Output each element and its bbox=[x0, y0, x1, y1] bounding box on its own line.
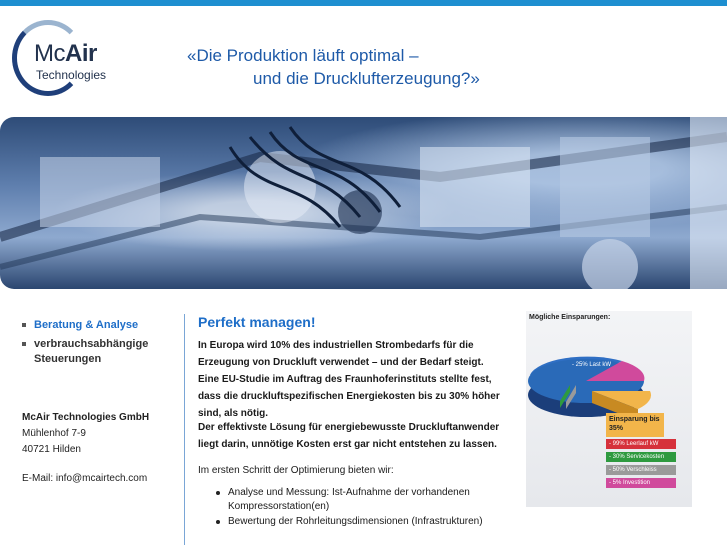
logo[interactable] bbox=[12, 18, 122, 100]
logo-subtitle: Technologies bbox=[36, 68, 107, 82]
column-divider bbox=[184, 314, 185, 545]
bullet-icon bbox=[22, 342, 26, 346]
bullet-icon bbox=[216, 491, 220, 495]
step-paragraph: Im ersten Schritt der Optimierung bieten wir: bbox=[198, 465, 394, 476]
address-street: Mühlenhof 7-9 bbox=[22, 428, 86, 439]
company-name: McAir Technologies GmbH bbox=[22, 412, 150, 423]
savings-chart bbox=[526, 309, 692, 507]
pie-label: - 25% Last kW bbox=[572, 362, 612, 368]
intro-paragraph: In Europa wird 10% des industriellen Strombedarfs für die Erzeugung von Druckluft verwendet – und der Bedarf steigt. Eine EU-Studie im Auftrag des Fraunhoferinstituts stellte fest, dass die druckluftspezifischen Energiekosten bis zu 30% höher sind, als nötig. bbox=[198, 340, 500, 419]
sidebar-item-label: Beratung & Analyse bbox=[34, 319, 139, 331]
email-link[interactable]: E-Mail: info@mcairtech.com bbox=[22, 473, 148, 484]
main-heading-wrap bbox=[198, 314, 315, 330]
list-item bbox=[216, 515, 506, 529]
logo-brand: McAir bbox=[34, 40, 97, 67]
legend-leerlauf: - 99% Leerlauf kW bbox=[606, 439, 676, 449]
bullet-icon bbox=[216, 520, 220, 524]
page-title: Perfekt managen! bbox=[198, 314, 316, 330]
hero-image bbox=[0, 117, 727, 289]
list-item-text: Bewertung der Rohrleitungsdimensionen (Infrastrukturen) bbox=[228, 516, 483, 527]
sidebar-item-steuerungen[interactable] bbox=[22, 337, 182, 367]
headline-line-1: «Die Produktion läuft optimal – bbox=[187, 46, 419, 65]
hero-machinery-illustration bbox=[0, 117, 727, 289]
saving-label: Einsparung bis 35% bbox=[606, 413, 664, 437]
sidebar-item-beratung[interactable] bbox=[22, 318, 182, 333]
legend-investition: - 5% Investition bbox=[606, 478, 676, 488]
bullet-icon bbox=[22, 323, 26, 327]
list-item-text: Analyse und Messung: Ist-Aufnahme der vorhandenen Kompressorstation(en) bbox=[228, 487, 470, 512]
legend-service: - 30% Servicekosten bbox=[606, 452, 676, 462]
chart-title: Mögliche Einsparungen: bbox=[529, 314, 611, 321]
service-list bbox=[216, 486, 506, 530]
top-accent-bar bbox=[0, 0, 727, 6]
company-address bbox=[22, 410, 149, 487]
solution-paragraph: Der effektivste Lösung für energiebewusste Druckluftanwender liegt darin, unnötige Kosten erst gar nicht entstehen zu lassen. bbox=[198, 422, 500, 450]
sidebar-nav bbox=[22, 318, 182, 371]
list-item bbox=[216, 486, 506, 514]
sidebar-item-label: verbrauchsabhängige Steuerungen bbox=[34, 338, 149, 365]
headline-line-2: und die Drucklufterzeugung?» bbox=[253, 69, 480, 88]
address-city: 40721 Hilden bbox=[22, 444, 81, 455]
legend-verschleiss: - 50% Verschleiss bbox=[606, 465, 676, 475]
